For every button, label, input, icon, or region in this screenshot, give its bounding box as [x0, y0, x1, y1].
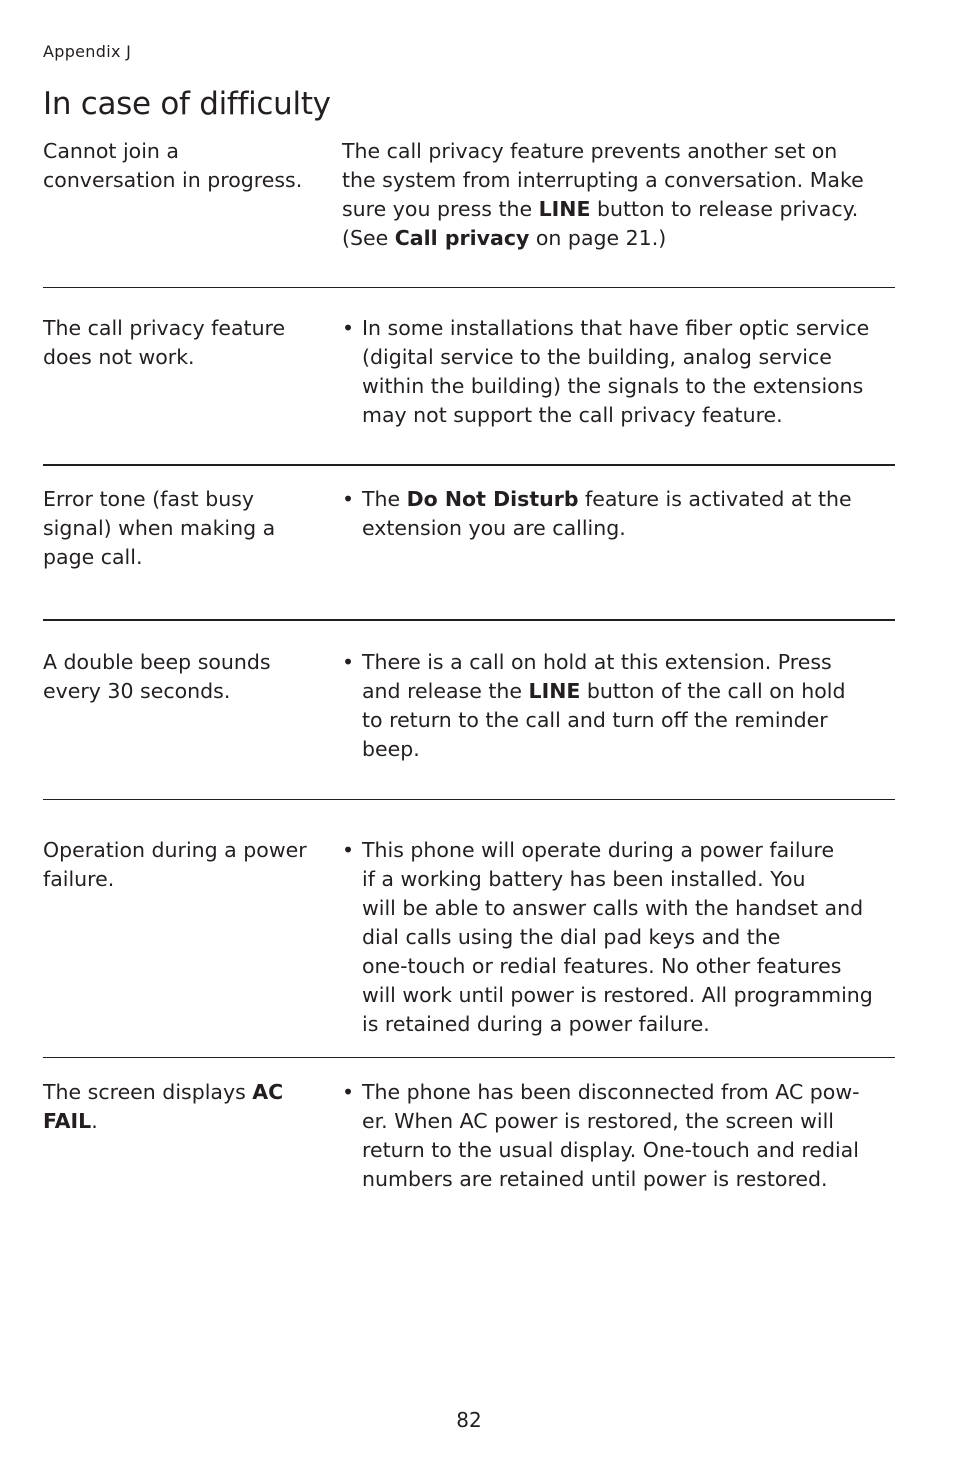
text-segment: The screen displays [43, 1080, 253, 1104]
problem-line: every 30 seconds. [43, 679, 231, 703]
solution-line [362, 1136, 895, 1165]
section-label: Appendix J [43, 42, 132, 61]
text-segment: In some installations that have fiber optic service [362, 316, 870, 340]
emphasis-text: Do Not Disturb [406, 487, 579, 511]
solution-line [362, 314, 895, 343]
page-title: In case of difficulty [43, 86, 331, 122]
text-segment: numbers are retained until power is restored. [362, 1167, 828, 1191]
solution-line [362, 343, 895, 372]
solution-line [362, 372, 895, 401]
problem-line: Operation during a power [43, 838, 307, 862]
text-segment: beep. [362, 737, 420, 761]
solution-cell [342, 485, 895, 543]
solution-cell [342, 137, 895, 253]
solution-line [342, 137, 895, 166]
text-segment: sure you press the [342, 197, 539, 221]
emphasis-text: LINE [528, 679, 581, 703]
solution-line [362, 981, 895, 1010]
solution-cell [342, 648, 895, 764]
solution-line [342, 166, 895, 195]
problem-line: conversation in progress. [43, 168, 303, 192]
text-segment: if a working battery has been installed. You [362, 867, 806, 891]
text-segment: will be able to answer calls with the handset and [362, 896, 864, 920]
solution-line [362, 865, 895, 894]
text-segment: and release the [362, 679, 529, 703]
text-segment: feature is activated at the [578, 487, 852, 511]
emphasis-text: FAIL [43, 1109, 92, 1133]
solution-cell [342, 1078, 895, 1194]
text-segment: . [91, 1109, 98, 1133]
bullet-marker: • [342, 487, 355, 511]
problem-cell [43, 648, 328, 706]
solution-line [362, 1078, 895, 1107]
text-segment: There is a call on hold at this extension. Press [362, 650, 832, 674]
text-segment: within the building) the signals to the extensions [362, 374, 864, 398]
solution-line [362, 836, 895, 865]
problem-line: failure. [43, 867, 115, 891]
row-divider [43, 799, 895, 800]
solution-line [362, 894, 895, 923]
text-segment: The call privacy feature prevents another set on [342, 139, 838, 163]
row-divider [43, 619, 895, 621]
bullet-marker: • [342, 650, 355, 674]
problem-line: A double beep sounds [43, 650, 271, 674]
problem-cell [43, 314, 328, 372]
page-number: 82 [456, 1408, 482, 1432]
text-segment: to return to the call and turn off the reminder [362, 708, 828, 732]
text-segment: on page 21.) [529, 226, 667, 250]
text-segment: extension you are calling. [362, 516, 626, 540]
solution-line [362, 648, 895, 677]
problem-line: signal) when making a [43, 516, 276, 540]
problem-line: page call. [43, 545, 143, 569]
text-segment: is retained during a power failure. [362, 1012, 710, 1036]
text-segment: The phone has been disconnected from AC pow- [362, 1080, 860, 1104]
text-segment: will work until power is restored. All programming [362, 983, 873, 1007]
text-segment: er. When AC power is restored, the screen will [362, 1109, 835, 1133]
bullet-marker: • [342, 838, 355, 862]
solution-line [362, 1010, 895, 1039]
problem-line: Cannot join a [43, 139, 179, 163]
solution-line [362, 677, 895, 706]
problem-line [43, 1078, 328, 1107]
text-segment: (digital service to the building, analog service [362, 345, 832, 369]
solution-line [362, 1165, 895, 1194]
solution-line [362, 1107, 895, 1136]
emphasis-text: LINE [538, 197, 591, 221]
solution-line [342, 224, 895, 253]
row-divider [43, 464, 895, 466]
emphasis-text: AC [252, 1080, 284, 1104]
row-divider [43, 1057, 895, 1058]
solution-line [362, 485, 895, 514]
problem-cell [43, 137, 328, 195]
text-segment: (See [342, 226, 395, 250]
solution-line [362, 706, 895, 735]
emphasis-text: Call privacy [394, 226, 530, 250]
problem-line: The call privacy feature [43, 316, 286, 340]
text-segment: the system from interrupting a conversation. Make [342, 168, 864, 192]
text-segment: button to release privacy. [590, 197, 859, 221]
problem-cell [43, 485, 328, 572]
problem-line: does not work. [43, 345, 195, 369]
solution-cell [342, 836, 895, 1039]
text-segment: The [362, 487, 407, 511]
bullet-marker: • [342, 316, 355, 340]
row-divider [43, 287, 895, 288]
solution-line [362, 735, 895, 764]
text-segment: button of the call on hold [580, 679, 846, 703]
solution-line [342, 195, 895, 224]
problem-line [43, 1107, 328, 1136]
problem-line: Error tone (fast busy [43, 487, 255, 511]
problem-cell [43, 836, 328, 894]
text-segment: This phone will operate during a power failure [362, 838, 835, 862]
text-segment: one-touch or redial features. No other features [362, 954, 842, 978]
solution-line [362, 923, 895, 952]
text-segment: dial calls using the dial pad keys and the [362, 925, 781, 949]
solution-cell [342, 314, 895, 430]
solution-line [362, 952, 895, 981]
solution-line [362, 401, 895, 430]
text-segment: return to the usual display. One-touch and redial [362, 1138, 859, 1162]
bullet-marker: • [342, 1080, 355, 1104]
problem-cell [43, 1078, 328, 1136]
text-segment: may not support the call privacy feature. [362, 403, 783, 427]
solution-line [362, 514, 895, 543]
